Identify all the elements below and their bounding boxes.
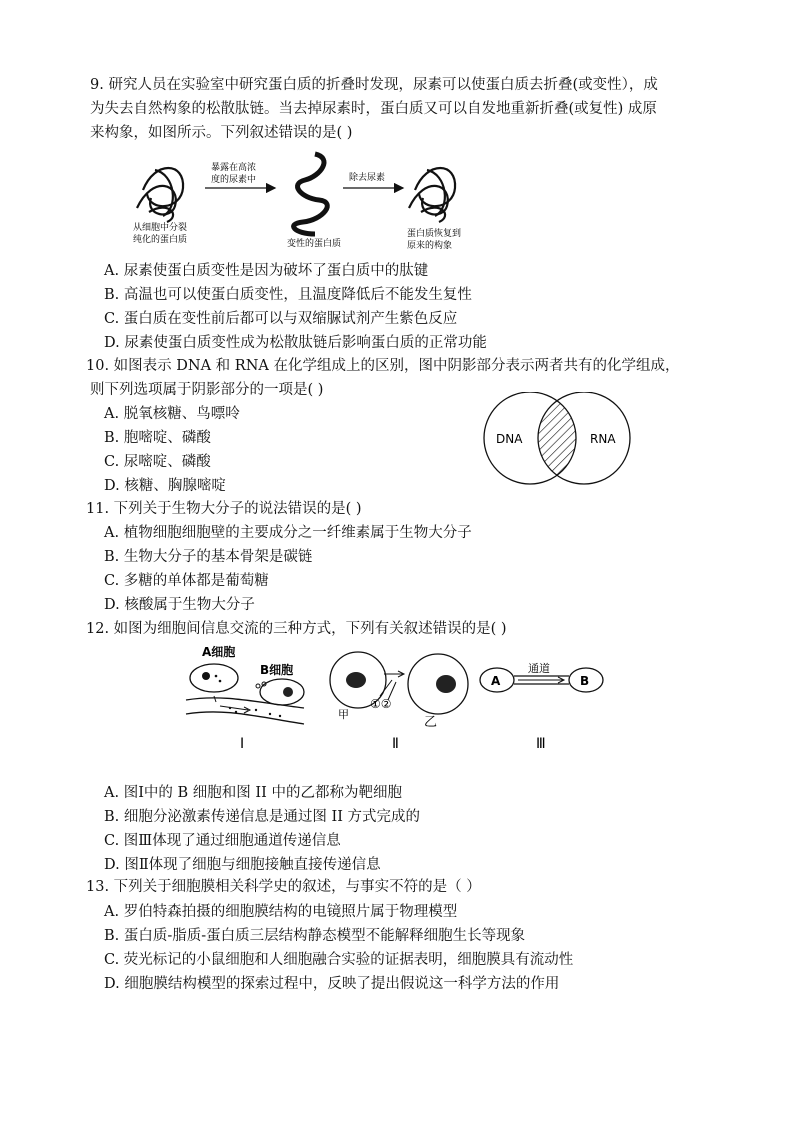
q11-option-b[interactable]: B. 生物大分子的基本骨架是碳链 <box>104 549 313 565</box>
figure-i-label: Ⅰ <box>240 736 245 752</box>
label-yi: 乙 <box>424 715 438 730</box>
q9-stem-line2: 为失去自然构象的松散肽链。当去掉尿素时，蛋白质又可以自发地重新折叠(或复性) 成原 <box>90 101 657 117</box>
q11-option-a[interactable]: A. 植物细胞细胞壁的主要成分之一纤维素属于生物大分子 <box>104 525 472 541</box>
q12-option-d[interactable]: D. 图Ⅱ体现了细胞与细胞接触直接传递信息 <box>104 857 381 873</box>
q12-stem: 12. 如图为细胞间信息交流的三种方式，下列有关叙述错误的是( ) <box>86 621 507 637</box>
q9-option-a[interactable]: A. 尿素使蛋白质变性是因为破坏了蛋白质中的肽键 <box>104 263 429 279</box>
q9-caption-1b: 纯化的蛋白质 <box>133 235 188 245</box>
cell-yi-nucleus <box>436 675 456 693</box>
q9-stem-line3: 来构象，如图所示。下列叙述错误的是( ) <box>90 125 353 141</box>
denatured-protein-icon <box>294 154 328 234</box>
q10-stem-line1: 10. 如图表示 DNA 和 RNA 在化学组成上的区别，图中阴影部分表示两者共有的化学组成， <box>86 358 680 374</box>
cell-b-label: B细胞 <box>260 663 294 677</box>
figure-ii <box>330 652 468 752</box>
q9-option-b[interactable]: B. 高温也可以使蛋白质变性，且温度降低后不能发生复性 <box>104 287 472 303</box>
q10-option-d[interactable]: D. 核糖、胸腺嘧啶 <box>104 478 226 494</box>
q13-option-d[interactable]: D. 细胞膜结构模型的探索过程中，反映了提出假说这一科学方法的作用 <box>104 976 560 992</box>
q9-caption-1a: 从细胞中分裂 <box>133 223 188 233</box>
channel-label: 通道 <box>528 662 550 675</box>
figure-iii <box>480 662 603 752</box>
dna-rna-venn-diagram <box>478 392 638 488</box>
q10-stem-line2: 则下列选项属于阴影部分的一项是( ) <box>90 382 324 398</box>
label-jia: 甲 <box>338 708 349 721</box>
q13-option-b[interactable]: B. 蛋白质-脂质-蛋白质三层结构静态模型不能解释细胞生长等现象 <box>104 928 526 944</box>
q9-stem-line1: 9. 研究人员在实验室中研究蛋白质的折叠时发现，尿素可以使蛋白质去折叠(或变性），成 <box>90 77 658 93</box>
q9-option-c[interactable]: C. 蛋白质在变性前后都可以与双缩脲试剂产生紫色反应 <box>104 311 458 327</box>
q11-option-c[interactable]: C. 多糖的单体都是葡萄糖 <box>104 573 269 589</box>
cell-communication-figure <box>184 644 614 756</box>
q9-arrow2-label: 除去尿素 <box>349 173 386 183</box>
refolded-protein-icon <box>409 168 455 222</box>
venn-rna-label: RNA <box>590 432 616 446</box>
label-a-iii: A <box>491 674 501 688</box>
q9-caption-3b: 原来的构象 <box>407 241 453 251</box>
cell-b-nucleus <box>283 687 293 697</box>
q10-option-a[interactable]: A. 脱氧核糖、鸟嘌呤 <box>104 406 240 422</box>
label-nums: ①② <box>370 697 392 711</box>
figure-ii-label: Ⅱ <box>392 736 399 752</box>
native-protein-icon <box>137 168 183 222</box>
q13-stem: 13. 下列关于细胞膜相关科学史的叙述，与事实不符的是（ ） <box>86 879 481 895</box>
figure-iii-label: Ⅲ <box>536 736 546 752</box>
cell-a <box>190 664 238 692</box>
venn-dna-label: DNA <box>496 432 523 446</box>
q11-stem: 11. 下列关于生物大分子的说法错误的是( ) <box>86 501 362 517</box>
q9-arrow1-bottom: 度的尿素中 <box>211 175 257 185</box>
figure-i <box>186 644 304 752</box>
cell-jia-nucleus <box>346 672 366 688</box>
q9-option-d[interactable]: D. 尿素使蛋白质变性成为松散肽链后影响蛋白质的正常功能 <box>104 335 487 351</box>
cell-b <box>260 679 304 705</box>
q12-option-a[interactable]: A. 图Ⅰ中的 B 细胞和图 II 中的乙都称为靶细胞 <box>104 785 402 801</box>
q9-caption-2: 变性的蛋白质 <box>287 239 342 249</box>
q9-caption-3a: 蛋白质恢复到 <box>407 229 462 239</box>
label-b-iii: B <box>580 674 590 688</box>
q10-option-b[interactable]: B. 胞嘧啶、磷酸 <box>104 430 211 446</box>
q11-option-d[interactable]: D. 核酸属于生物大分子 <box>104 597 255 613</box>
protein-folding-figure <box>125 150 485 254</box>
q12-option-c[interactable]: C. 图Ⅲ体现了通过细胞通道传递信息 <box>104 833 341 849</box>
q10-option-c[interactable]: C. 尿嘧啶、磷酸 <box>104 454 211 470</box>
q13-option-a[interactable]: A. 罗伯特森拍摄的细胞膜结构的电镜照片属于物理模型 <box>104 904 458 920</box>
q9-arrow1-top: 暴露在高浓 <box>211 163 257 173</box>
cell-a-nucleus <box>202 672 210 680</box>
q13-option-c[interactable]: C. 荧光标记的小鼠细胞和人细胞融合实验的证据表明，细胞膜具有流动性 <box>104 952 574 968</box>
cell-a-label: A细胞 <box>202 645 236 659</box>
q12-option-b[interactable]: B. 细胞分泌激素传递信息是通过图 II 方式完成的 <box>104 809 421 825</box>
